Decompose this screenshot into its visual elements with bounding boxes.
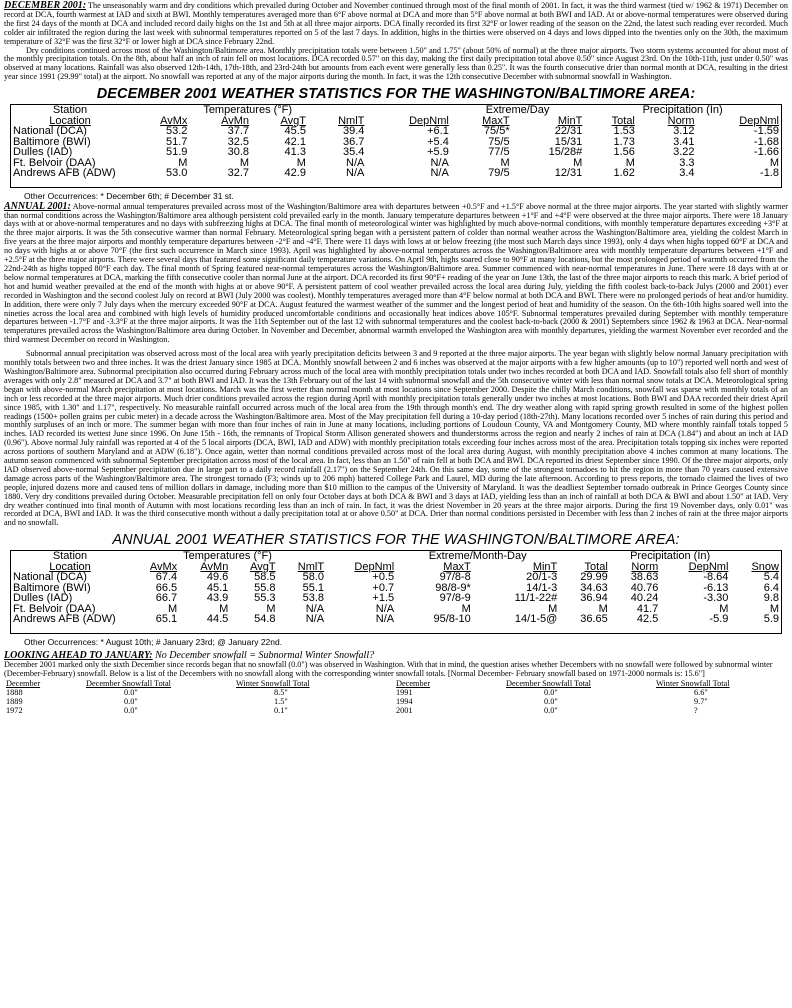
annual-column-header: NmlT bbox=[297, 560, 325, 573]
december-stats-box bbox=[10, 104, 782, 188]
table-cell: 95/8-10 bbox=[433, 613, 471, 626]
table-cell: 51.7 bbox=[166, 135, 188, 148]
table-cell: 39.4 bbox=[342, 125, 365, 138]
group-temperatures: Temperatures (°F) bbox=[203, 104, 293, 117]
december-column-header: DepNml bbox=[409, 114, 449, 127]
table-cell: 9.7" bbox=[694, 696, 708, 706]
table-cell: M bbox=[168, 602, 178, 615]
table-cell: 1991 bbox=[396, 687, 413, 697]
table-cell: 55.8 bbox=[254, 581, 276, 594]
snowfall-column-header: Winter Snowfall Total bbox=[656, 678, 730, 688]
table-cell: +0.5 bbox=[372, 571, 395, 584]
table-cell: 30.8 bbox=[227, 146, 250, 159]
december-table-row bbox=[11, 137, 781, 148]
table-cell: 1.73 bbox=[613, 135, 635, 148]
snowfall-column-header: December bbox=[6, 678, 41, 688]
table-cell: +5.9 bbox=[427, 146, 449, 159]
annual-column-header: AvMn bbox=[200, 560, 229, 573]
table-cell: N/A bbox=[305, 602, 325, 615]
table-cell: 43.9 bbox=[206, 592, 229, 605]
snowfall-table bbox=[4, 679, 788, 715]
table-cell: 1.62 bbox=[613, 167, 635, 180]
table-cell: M bbox=[178, 156, 188, 169]
table-cell: 58.5 bbox=[254, 571, 276, 584]
december-column-header: AvMn bbox=[221, 114, 250, 127]
december-column-header: Total bbox=[611, 114, 635, 127]
december-table-row bbox=[11, 147, 781, 158]
table-cell: 1889 bbox=[6, 696, 23, 706]
table-cell: 51.9 bbox=[166, 146, 188, 159]
station-name: Dulles (IAD) bbox=[13, 592, 73, 605]
table-cell: 3.22 bbox=[673, 146, 695, 159]
table-cell: 0.0" bbox=[124, 705, 138, 715]
annual-column-header: DepNml bbox=[688, 560, 729, 573]
table-cell: 0.0" bbox=[544, 705, 558, 715]
table-cell: 36.94 bbox=[580, 592, 608, 605]
annual-stats-box bbox=[10, 550, 782, 634]
december-column-header: AvMx bbox=[160, 114, 188, 127]
table-cell: 32.5 bbox=[227, 135, 250, 148]
annual-table-row bbox=[11, 614, 781, 625]
table-cell: 15/31 bbox=[554, 135, 583, 148]
december-paragraph-2: Dry conditions continued across most of the Washington/Baltimore area. Monthly precipitation totals were between 1.50" and 1.75" (about 50% of normal) at the three major airports. Two storm systems accounted for about most of the monthly precipitation totals. On the 8th, about half an inch of rain fell on most locations. DCA recorded 0.57" on this day, making the first daily precipitation total above 0.50" since August 23rd. On the 10th-11th, just under 0.50" was observed at many locations. Rainfall was also observed 12th-14th, 17th-18th, and 23rd-24th but amounts from each event were generally less than 0.25". It was the fourth consecutive drier than normal month at DCA, resulting in the driest year since 1991 (29.99" total) at the airport. No snowfall was reported at any of the major airports during the month. In fact, it was the 12th consecutive December with subnormal snowfall in Washington. bbox=[4, 45, 788, 82]
table-cell: 3.3 bbox=[679, 156, 695, 169]
group-temperatures: Temperatures (°F) bbox=[183, 550, 272, 563]
group-precipitation: Precipitation (In) bbox=[642, 104, 723, 117]
table-cell: -6.13 bbox=[703, 581, 729, 594]
december-paragraph-1 bbox=[4, 2, 788, 47]
table-cell: -1.68 bbox=[753, 135, 779, 148]
table-cell: 53.0 bbox=[166, 167, 188, 180]
table-cell: 0.0" bbox=[544, 696, 558, 706]
page bbox=[4, 2, 788, 715]
table-cell: 44.5 bbox=[206, 613, 229, 626]
station-name: National (DCA) bbox=[13, 571, 87, 584]
december-stats-table bbox=[11, 105, 781, 179]
annual-other-occurrences: Other Occurrences: * August 10th; # January 23rd; @ January 22nd. bbox=[24, 636, 283, 647]
table-cell: 6.6" bbox=[694, 687, 708, 697]
table-cell: N/A bbox=[346, 156, 365, 169]
january-text: December 2001 marked only the sixth December since records began that no snowfall (0.0") was observed in Washington. With that in mind, the question arises whether Decembers with no snowfall were followed by subnormal winter (December-February) snowfall. Below is a list of the Decembers with no snowfall along with the corresponding winter snowfall totals. [Normal December- February snowfall based on 1971-2000 normals is: 15.6"] bbox=[4, 659, 773, 678]
table-cell: 53.8 bbox=[302, 592, 325, 605]
table-cell: 53.2 bbox=[166, 125, 188, 138]
table-cell: 36.65 bbox=[580, 613, 608, 626]
table-cell: M bbox=[219, 602, 229, 615]
table-cell: -1.59 bbox=[753, 125, 779, 138]
table-cell: 42.5 bbox=[636, 613, 659, 626]
table-cell: 14/1-3 bbox=[526, 581, 558, 594]
annual-column-header: AvgT bbox=[250, 560, 276, 573]
table-cell: 97/8-8 bbox=[439, 571, 471, 584]
table-cell: +1.5 bbox=[372, 592, 395, 605]
table-cell: 9.8 bbox=[763, 592, 779, 605]
table-cell: 5.4 bbox=[763, 571, 779, 584]
table-cell: 42.1 bbox=[284, 135, 306, 148]
annual-stats-table bbox=[11, 551, 781, 625]
station-name: Baltimore (BWI) bbox=[13, 135, 91, 148]
table-cell: 36.7 bbox=[342, 135, 365, 148]
january-paragraph bbox=[4, 651, 788, 678]
table-cell: 29.99 bbox=[580, 571, 608, 584]
table-cell: M bbox=[266, 602, 276, 615]
table-cell: N/A bbox=[430, 167, 449, 180]
table-cell: 42.9 bbox=[284, 167, 306, 180]
table-cell: 20/1-3 bbox=[526, 571, 558, 584]
station-name: Dulles (IAD) bbox=[13, 146, 73, 159]
table-cell: N/A bbox=[305, 613, 325, 626]
table-cell: M bbox=[769, 156, 779, 169]
table-cell: 55.1 bbox=[302, 581, 325, 594]
table-cell: 97/8-9 bbox=[439, 592, 471, 605]
annual-paragraph-1 bbox=[4, 200, 789, 346]
annual-column-header: Total bbox=[584, 560, 608, 573]
table-cell: -1.8 bbox=[760, 167, 779, 180]
table-cell: 11/1-22# bbox=[514, 592, 558, 605]
december-other-occurrences: Other Occurrences: * December 6th; # December 31 st. bbox=[24, 190, 234, 201]
december-lead: DECEMBER 2001: bbox=[4, 0, 87, 11]
table-cell: 37.7 bbox=[227, 125, 250, 138]
annual-column-header: Snow bbox=[751, 560, 779, 573]
table-cell: 65.1 bbox=[155, 613, 178, 626]
table-cell: 0.0" bbox=[544, 687, 558, 697]
table-cell: 41.3 bbox=[284, 146, 306, 159]
group-station: Station bbox=[52, 550, 88, 563]
station-name: Andrews AFB (ADW) bbox=[13, 167, 116, 180]
table-cell: -3.30 bbox=[703, 592, 729, 605]
table-cell: 1972 bbox=[6, 705, 23, 715]
annual-column-header: Norm bbox=[631, 560, 659, 573]
snowfall-column-header: December bbox=[396, 678, 431, 688]
station-name: National (DCA) bbox=[13, 125, 87, 138]
december-table-row bbox=[11, 158, 781, 169]
table-cell: 75/5* bbox=[483, 125, 510, 138]
table-cell: M bbox=[461, 602, 471, 615]
table-cell: 1.56 bbox=[613, 146, 635, 159]
table-cell: N/A bbox=[375, 602, 395, 615]
table-cell: 6.4 bbox=[763, 581, 779, 594]
table-cell: 45.1 bbox=[206, 581, 229, 594]
annual-table-row bbox=[11, 572, 781, 583]
table-cell: 3.41 bbox=[673, 135, 695, 148]
table-cell: M bbox=[719, 602, 729, 615]
annual-column-header: MaxT bbox=[443, 560, 471, 573]
table-cell: 45.5 bbox=[284, 125, 306, 138]
december-column-header: Location bbox=[49, 114, 91, 127]
december-column-header: AvgT bbox=[280, 114, 306, 127]
group-precipitation: Precipitation (In) bbox=[630, 550, 711, 563]
table-cell: 12/31 bbox=[554, 167, 583, 180]
snowfall-column-header: December Snowfall Total bbox=[506, 678, 591, 688]
january-lead: LOOKING AHEAD TO JANUARY: bbox=[4, 649, 153, 661]
table-cell: 75/5 bbox=[488, 135, 510, 148]
station-name: Ft. Belvoir (DAA) bbox=[13, 602, 96, 615]
table-cell: M bbox=[598, 602, 608, 615]
table-cell: 1.5" bbox=[274, 696, 288, 706]
snowfall-table-row bbox=[4, 706, 788, 715]
table-cell: M bbox=[548, 602, 558, 615]
annual-column-header: AvMx bbox=[149, 560, 178, 573]
annual-lead: ANNUAL 2001: bbox=[4, 200, 71, 212]
table-cell: 41.7 bbox=[636, 602, 659, 615]
december-table-row bbox=[11, 126, 781, 137]
december-column-header: DepNml bbox=[739, 114, 779, 127]
annual-table-row bbox=[11, 604, 781, 615]
annual-table-title: ANNUAL 2001 WEATHER STATISTICS FOR THE WASHINGTON/BALTIMORE AREA: bbox=[112, 532, 680, 549]
table-cell: 8.5" bbox=[274, 687, 288, 697]
december-table-row bbox=[11, 168, 781, 179]
table-cell: +6.1 bbox=[427, 125, 449, 138]
table-cell: 1994 bbox=[396, 696, 413, 706]
table-cell: 22/31 bbox=[554, 125, 583, 138]
table-cell: 55.3 bbox=[254, 592, 276, 605]
annual-table-row bbox=[11, 583, 781, 594]
annual-column-header: Location bbox=[49, 560, 91, 573]
table-cell: 49.6 bbox=[206, 571, 229, 584]
snowfall-table-row bbox=[4, 697, 788, 706]
table-cell: 67.4 bbox=[155, 571, 178, 584]
table-cell: -8.64 bbox=[703, 571, 729, 584]
table-cell: 32.7 bbox=[227, 167, 250, 180]
table-cell: 66.7 bbox=[155, 592, 178, 605]
table-cell: 98/8-9* bbox=[435, 581, 471, 594]
december-column-header: NmlT bbox=[338, 114, 365, 127]
table-cell: 0.0" bbox=[124, 696, 138, 706]
station-name: Ft. Belvoir (DAA) bbox=[13, 156, 96, 169]
table-cell: 38.63 bbox=[630, 571, 659, 584]
table-cell: 40.24 bbox=[630, 592, 659, 605]
table-cell: 2001 bbox=[396, 705, 413, 715]
table-cell: 3.12 bbox=[673, 125, 695, 138]
table-cell: 54.8 bbox=[254, 613, 276, 626]
table-cell: 66.5 bbox=[155, 581, 178, 594]
snowfall-column-header: Winter Snowfall Total bbox=[236, 678, 310, 688]
december-column-header: MinT bbox=[557, 114, 583, 127]
table-cell: ? bbox=[694, 705, 698, 715]
table-cell: 14/1-5@ bbox=[514, 613, 558, 626]
table-cell: M bbox=[500, 156, 510, 169]
table-cell: 3.4 bbox=[679, 167, 695, 180]
table-cell: 77/5 bbox=[488, 146, 510, 159]
table-cell: 58.0 bbox=[302, 571, 325, 584]
table-cell: -1.66 bbox=[753, 146, 779, 159]
station-name: Baltimore (BWI) bbox=[13, 581, 91, 594]
table-cell: 79/5 bbox=[488, 167, 510, 180]
december-column-header: MaxT bbox=[482, 114, 510, 127]
table-cell: M bbox=[625, 156, 635, 169]
table-cell: M bbox=[573, 156, 583, 169]
group-extreme: Extreme/Day bbox=[485, 104, 550, 117]
table-cell: 1888 bbox=[6, 687, 23, 697]
table-cell: -5.9 bbox=[709, 613, 729, 626]
table-cell: N/A bbox=[375, 613, 395, 626]
snowfall-table-row bbox=[4, 688, 788, 697]
table-cell: +5.4 bbox=[427, 135, 449, 148]
annual-column-header: MinT bbox=[532, 560, 558, 573]
january-subtitle: No December snowfall = Subnormal Winter Snowfall? bbox=[152, 649, 375, 661]
table-cell: 1.53 bbox=[613, 125, 635, 138]
table-cell: N/A bbox=[430, 156, 449, 169]
table-cell: 15/28# bbox=[548, 146, 583, 159]
annual-table-row bbox=[11, 593, 781, 604]
table-cell: 5.9 bbox=[763, 613, 779, 626]
table-cell: M bbox=[239, 156, 250, 169]
group-extreme: Extreme/Month-Day bbox=[428, 550, 527, 563]
table-cell: M bbox=[769, 602, 779, 615]
annual-paragraph-2: Subnormal annual precipitation was observed across most of the local area with yearly precipitation deficits between 3 and 9 reported at the three major airports. The year began with slightly below normal January precipitation with monthly totals between two and three inches. It was the driest January since 1985 at DCA. Monthly snowfall between 2 and 6 inches was observed at the major airports with a few higher amounts (up to 10") reported well north and west of Washington/Baltimore area. Subnormal precipitation also occurred during February across much of the local area with monthly precipitation totals under two inches recorded at both DCA and IAD. Snowfall totals also fell short of monthly averages with only 2.8" measured at DCA and 3.7" at both BWI and IAD. It was the 13th February out of the last 14 with subnormal snowfall and the 5th consecutive winter with less than normal snow totals at DCA. Meteorological spring began with above-normal March precipitation at most locations. March was the first wetter than normal month at most locations since September 2000. Despite the chilly March conditions, snowfall was sparse with monthly totals of an inch or less recorded at the three major airports. Much drier conditions prevailed across the region during April with monthly precipitation totals generally under two inches at most locations. Both BWI and DAA recorded their driest April since 1985, with 1.30" and 1.17", respectively. No measurable rainfall occurred across much of the local area from the 19th through month's end. The dry weather along with rapid spring growth resulted in some of the highest pollen readings (1500+ pollen grains per cubic meter) in a decade across the Washington/Baltimore area. Most of the May precipitation fell during a 10-day period (18th-27th). Many locations recorded over 5 inches of rain during this period and monthly surpluses of an inch or more. The summer began with more than four inches of rain in June at many locations, including portions of Loudoun County, VA and Montgomery County, MD where monthly rainfall totals topped 5 inches. IAD recorded its wettest June since 1996. On June 15th - 16th, the remnants of Tropical Storm Allison generated showers and thunderstorms across the region and nearly 2 inches of rain at DCA (1.84") and about an inch at IAD (0.96"). Above normal July rainfall was reported at 4 of the 5 local airports (DCA, BWI, IAD and ADW) with monthly precipitation totals exceeding four inches across most of the area. Precipitation totals topping six inches were reported across portions of southern Maryland and at ADW (6.18"). Once again, wetter than normal conditions prevailed across most of the local area during August, with monthly precipitation above 4 inches common at many locations. The autumn season commenced with subnormal September precipitation across most of the local area. In fact, less than an 1.50" of rain fell at both DCA and BWI. DCA reported its driest September since 1990. Of the three major airports, only IAD observed above-normal September precipitation due in large part to a daily record rainfall (2.17") on the September 24th. On this same day, some of the strongest tornadoes to hit the region in more than 70 years caused extensive damage across parts of the Washington/Baltimore area. The strongest tornado (F3; winds up to 206 mph) battered College Park and Laurel, MD during the late afternoon. According to press reports, the tornado claimed the lives of two people, injured dozens more and caused tens of million dollars in damage, including more than $10 million to the campus of the University of Maryland. It was the deadliest September tornado outbreak in Prince Georges County since 1880. Very dry conditions prevailed during October. Measurable precipitation fell on only four October days at both DCA & BWI and 3 days at IAD, yielding less than an inch of rainfall at both DCA & BWI and about 1.50" at IAD. Very dry weather continued into final month of Autumn with most locations recording less than an inch of rain. In fact, it was the driest November in 20 years at the three major airports. During the first 19 November days, only 0.01" was recorded at DCA, BWI and IAD. It was the third consecutive month without a daily precipitation total at or above 0.50" at DCA. Drier than normal conditions persisted in December with less than 2 inches of rain at the three major airports and no snowfall. bbox=[4, 349, 788, 528]
table-cell: 40.76 bbox=[630, 581, 659, 594]
table-cell: M bbox=[296, 156, 306, 169]
annual-text-1: Above-normal annual temperatures prevailed across most of the Washington/Baltimore area with departures between +0.5°F and +1.5°F above normal at the three major airports. The year started with slightly warmer than normal conditions across the Washington/Baltimore area although persistent cold prevailed early in the month. January temperature departures between +1°F and +4°F were observed at the three major airports. There were 18 January days with at or above-normal temperatures and no days with subfreezing highs at DCA. The final month of meteorological winter was highlighted by much above-normal conditions, with monthly temperature departures exceeding +3°F at the three major airports. It was the 5th consecutive warmer than normal February. Meteorological spring began with a persistent pattern of colder than normal weather across the Washington/Baltimore area, yielding the coldest March in five years at the three major airports and monthly temperature departures between -2°F and -4°F. There were 11 days with lows at or below freezing (the most such March days since 1993), only 4 days when highs topped 60°F at DCA and no days with highs at or above 70°F (the first such occurrence in March since 1993). April was highlighted by above-normal temperatures across the Washington/Baltimore area with monthly temperature departures between +1°F and +2.5°F at the three major airports. There were several days that featured some significant daily temperature variations. On April 9th, highs soared close to 90°F at many locations, but the most prolonged period of warmth occurred from the 22nd-24th as highs topped 80°F each day. The final month of Spring featured near-normal temperatures across the Washington/Baltimore area. Summer commenced with near-normal temperatures in June. There were 18 days with at or below normal temperatures at DCA, marking the fifth consecutive cooler than normal June at the airport. DCA recorded its first 90°F+ reading of the year on June 13th, the last of the three major airports to reach this mark. A brief period of hot and humid weather prevailed at the end of the month with highs at or above 90°F. A persistent pattern of cool weather prevailed across the local area during July, yielding the fifth coolest back-to-back Julys (2000 and 2001) ever recorded in Washington and the second coolest July on record at BWI (July 2000 was coolest). Monthly temperatures averaged more than 4°F below normal at both DCA and BWI. There were no prolonged periods of heat and/or humidity. In addition, there were only 7 July days when the mercury exceeded 90°F at DCA. August featured the warmest weather of the summer and the longest period of heat and humidity of the season. On the 6th-10th highs soared well into the nineties across the local area and combined with high levels of humidity produced uncomfortable conditions and occasionally heat indices above 105°F. Subnormal temperatures prevailed during September with monthly temperature departures between -1.7°F and -3.3°F at the three major airports. It was the 11th September out of the last 12 with subnormal temperatures and the coolest back-to-back (2000 & 2001) Septembers since 1962 & 1963 at DCA. Near-normal temperatures prevailed across the Washington/Baltimore area during October. In November and December, abnormal warmth enveloped the Washington area with monthly departures, yielding the warmest November ever recorded and the third warmest December on record in Washington. bbox=[4, 201, 789, 345]
table-cell: 0.1" bbox=[274, 705, 288, 715]
table-cell: +0.7 bbox=[372, 581, 395, 594]
december-column-header: Norm bbox=[667, 114, 695, 127]
december-table-title: DECEMBER 2001 WEATHER STATISTICS FOR THE WASHINGTON/BALTIMORE AREA: bbox=[96, 86, 696, 103]
group-station: Station bbox=[52, 104, 88, 117]
december-text-1: The unseasonably warm and dry conditions which prevailed during October and November continued through most of the final month of 2001. In fact, it was the third warmest (tied w/ 1962 & 1971) December on record at DCA, fourth warmest at IAD and sixth at BWI. Monthly temperatures averaged more than 6°F above normal at DCA and more than 5°F above normal at both BWI and IAD. At or above-normal temperatures were observed during the first 24 days of the month at DCA and included record daily highs on the 1st and 5th at all three major airports. DCA finally recorded its first 32°F or lower reading of the season on the 22nd, the latest such reading ever recorded. Much colder air infiltrated the region during the last week with subnormal temperatures reported on 5 of the last 7 days. In addition, highs in the thirties were observed on 4 days and lows dipped into the twenties only on the 30th, the maximum temperature of 32°F was the first 32°F or lower high at DCA since February 22nd. bbox=[4, 1, 788, 46]
table-cell: 35.4 bbox=[342, 146, 365, 159]
table-cell: N/A bbox=[346, 167, 365, 180]
snowfall-column-header: December Snowfall Total bbox=[86, 678, 171, 688]
table-cell: 34.63 bbox=[580, 581, 608, 594]
station-name: Andrews AFB (ADW) bbox=[13, 613, 116, 626]
table-cell: 0.0" bbox=[124, 687, 138, 697]
annual-column-header: DepNml bbox=[354, 560, 395, 573]
